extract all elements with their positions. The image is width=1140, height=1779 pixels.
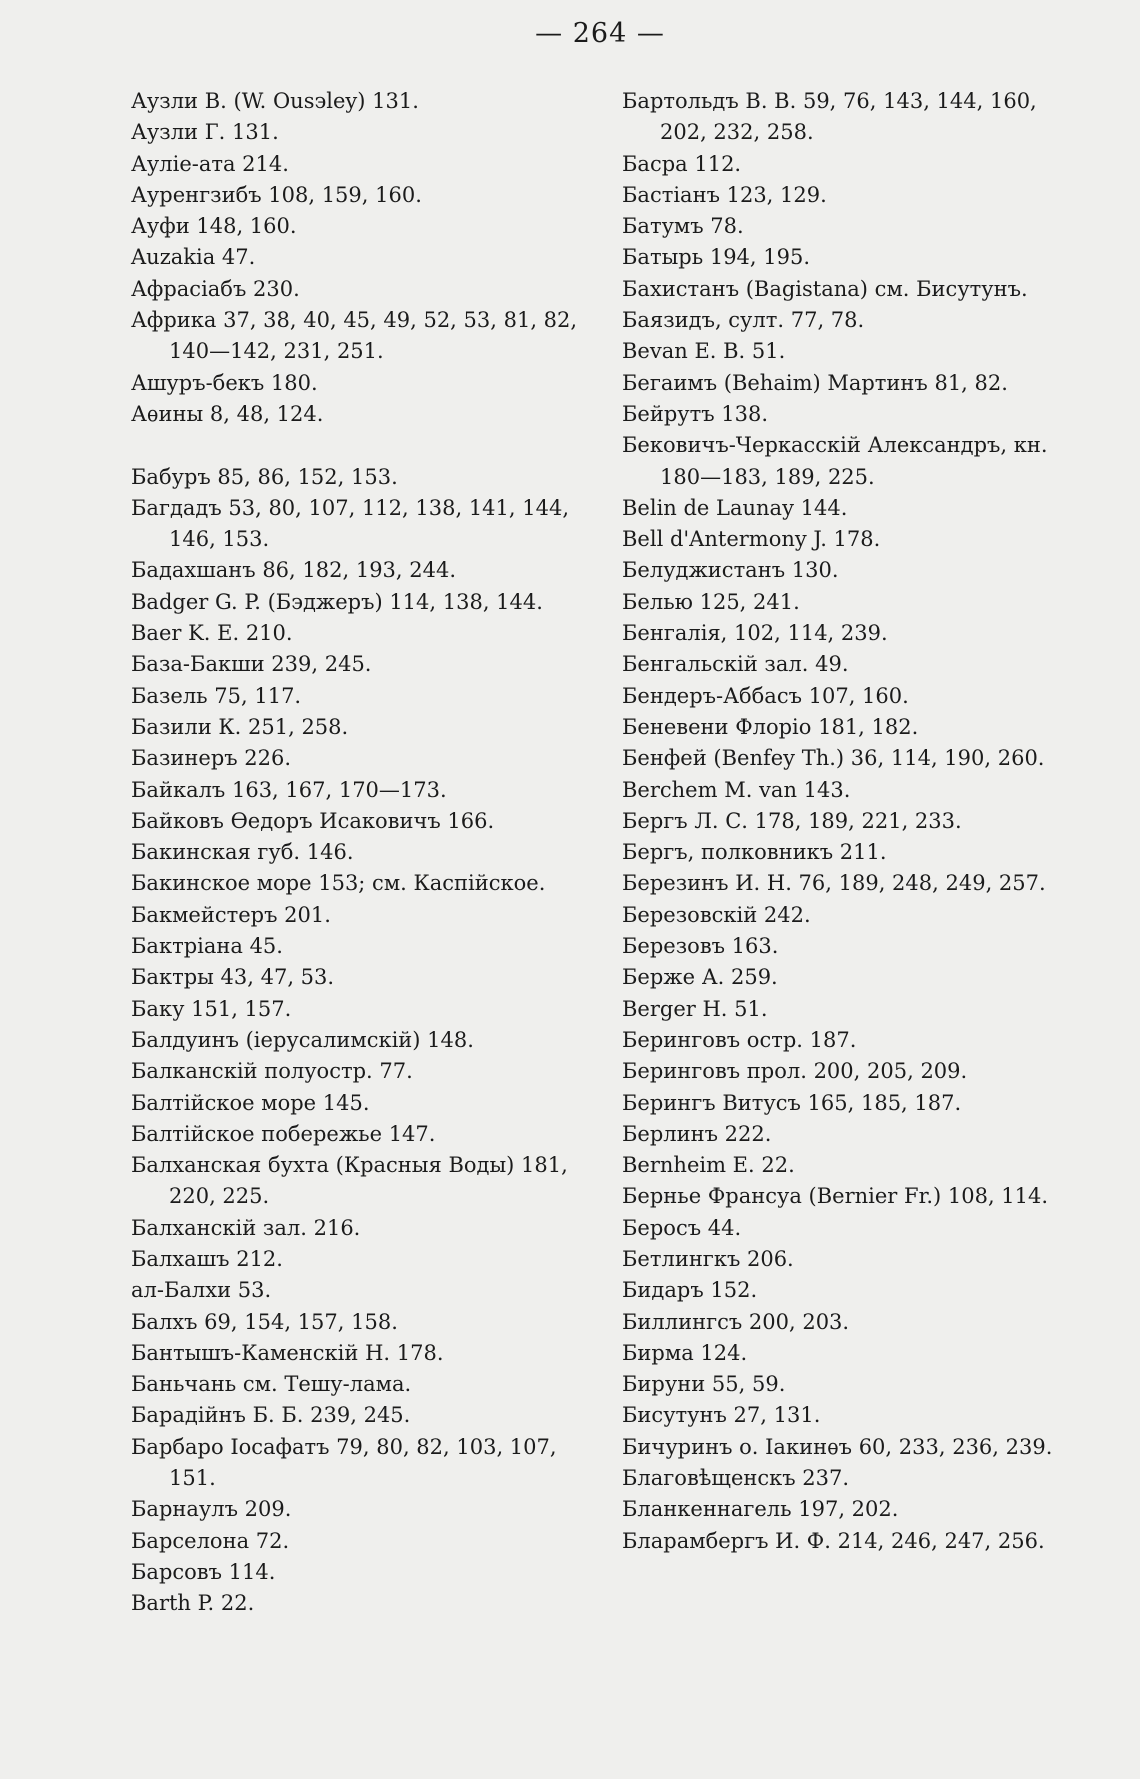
index-entry: Бергъ, полковникъ 211.: [622, 840, 887, 865]
index-entry: Ауфи 148, 160.: [131, 214, 297, 239]
index-entry: Бичуринъ о. Іакинѳъ 60, 233, 236, 239.: [622, 1434, 1053, 1459]
index-entry: Belin de Launay 144.: [622, 495, 848, 520]
index-entry: Беринговъ прол. 200, 205, 209.: [622, 1059, 968, 1084]
index-entry: ал-Балхи 53.: [131, 1278, 272, 1303]
index-entry: Бакинское море 153; см. Каспійское.: [131, 871, 546, 896]
index-entry: Балтійское море 145.: [131, 1090, 370, 1115]
index-entry: Бидаръ 152.: [622, 1278, 758, 1303]
index-entry: Бантышъ-Каменскій Н. 178.: [131, 1340, 444, 1365]
index-entry: Баязидъ, султ. 77, 78.: [622, 308, 865, 333]
index-entry: Bevan E. B. 51.: [622, 339, 786, 364]
index-entry: Бактріана 45.: [131, 934, 283, 959]
index-entry: Barth P. 22.: [131, 1591, 255, 1616]
index-entry: Белью 125, 241.: [622, 589, 800, 614]
index-entry: Бегаимъ (Behaim) Мартинъ 81, 82.: [622, 370, 1008, 395]
index-entry: Беневени Флоріо 181, 182.: [622, 714, 919, 739]
index-entry: Беринговъ остр. 187.: [622, 1027, 857, 1052]
index-entry: Бенгальскій зал. 49.: [622, 652, 849, 677]
index-entry: Байкалъ 163, 167, 170—173.: [131, 777, 447, 802]
index-entry: Берлинъ 222.: [622, 1121, 772, 1146]
index-entry: Баку 151, 157.: [131, 996, 292, 1021]
index-entry: Бахистанъ (Bagistana) см. Бисутунъ.: [622, 276, 1028, 301]
index-entry: Бадахшанъ 86, 182, 193, 244.: [131, 558, 457, 583]
index-entry: Baer K. E. 210.: [131, 621, 293, 646]
index-entry: Бларамбергъ И. Ф. 214, 246, 247, 256.: [622, 1528, 1045, 1553]
index-entry: Баньчань см. Тешу-лама.: [131, 1372, 412, 1397]
index-entry: Бартольдъ В. В. 59, 76, 143, 144, 160, 202, 232, 258.: [622, 89, 1037, 145]
index-entry: Аузли В. (W. Ousэley) 131.: [131, 89, 419, 113]
index-entry: Ауліе-ата 214.: [131, 151, 289, 176]
index-entry: Badger G. P. (Бэджеръ) 114, 138, 144.: [131, 589, 543, 614]
index-entry: Балканскій полуостр. 77.: [131, 1059, 413, 1084]
index-entry: Бактры 43, 47, 53.: [131, 965, 335, 990]
index-entry: Берингъ Витусъ 165, 185, 187.: [622, 1090, 962, 1115]
index-entry: Балханская бухта (Красныя Воды) 181, 220, 225.: [131, 1153, 568, 1209]
index-entry: Афрасіабъ 230.: [131, 276, 300, 301]
index-entry: Барнаулъ 209.: [131, 1497, 292, 1522]
page-number: — 264 —: [535, 18, 665, 49]
index-entry: Берже А. 259.: [622, 965, 778, 990]
index-entry: Базинеръ 226.: [131, 746, 292, 771]
index-entry: Батумъ 78.: [622, 214, 744, 239]
index-entry: Bernheim E. 22.: [622, 1153, 795, 1178]
index-entry: Басра 112.: [622, 151, 742, 176]
index-entry: Бакинская губ. 146.: [131, 840, 354, 865]
index-entry: Бируни 55, 59.: [622, 1372, 786, 1397]
index-entry: Байковъ Ѳедоръ Исаковичъ 166.: [131, 808, 495, 833]
index-entry: Балдуинъ (іерусалимскій) 148.: [131, 1027, 474, 1052]
index-entry: Auzakia 47.: [131, 245, 256, 270]
index-column-right: [622, 86, 1082, 1557]
index-entry: Березовъ 163.: [622, 934, 779, 959]
index-entry: Аузли Г. 131.: [131, 120, 279, 145]
index-entry: Бергъ Л. С. 178, 189, 221, 233.: [622, 808, 962, 833]
index-entry: Африка 37, 38, 40, 45, 49, 52, 53, 81, 82, 140—142, 231, 251.: [131, 308, 578, 364]
index-entry: Барсовъ 114.: [131, 1559, 276, 1584]
index-entry: Бейрутъ 138.: [622, 401, 769, 426]
index-entry: Бенгалія, 102, 114, 239.: [622, 621, 888, 646]
index-entry: Биллингсъ 200, 203.: [622, 1309, 850, 1334]
index-entry: Березинъ И. Н. 76, 189, 248, 249, 257.: [622, 871, 1046, 896]
index-entry: Бирма 124.: [622, 1340, 748, 1365]
index-entry: Бернье Франсуа (Bernier Fr.) 108, 114.: [622, 1184, 1049, 1209]
index-entry: Ашуръ-бекъ 180.: [131, 370, 318, 395]
index-entry: База-Бакши 239, 245.: [131, 652, 372, 677]
index-entry: Белуджистанъ 130.: [622, 558, 839, 583]
index-entry: Барселона 72.: [131, 1528, 290, 1553]
index-entry: Bell d'Antermony J. 178.: [622, 527, 881, 552]
index-entry: Бисутунъ 27, 131.: [622, 1403, 821, 1428]
index-entry: Базель 75, 117.: [131, 683, 302, 708]
index-entry: Бакмейстеръ 201.: [131, 902, 331, 927]
index-entry: Балхъ 69, 154, 157, 158.: [131, 1309, 398, 1334]
index-entry: Багдадъ 53, 80, 107, 112, 138, 141, 144, 146, 153.: [131, 495, 570, 552]
index-entry: Барбаро Іосафатъ 79, 80, 82, 103, 107, 151.: [131, 1434, 557, 1491]
index-entry: Бендеръ-Аббасъ 107, 160.: [622, 683, 909, 708]
index-entry: Барадійнъ Б. Б. 239, 245.: [131, 1403, 411, 1428]
index-entry: Бастіанъ 123, 129.: [622, 182, 827, 207]
index-entry: Ауренгзибъ 108, 159, 160.: [131, 182, 422, 207]
index-entry: Бенфей (Benfey Th.) 36, 114, 190, 260.: [622, 746, 1045, 771]
index-entry: Благовѣщенскъ 237.: [622, 1466, 850, 1491]
index-entry: Berchem M. van 143.: [622, 777, 851, 802]
index-entry: Аѳины 8, 48, 124.: [131, 401, 324, 426]
index-entry: Балхашъ 212.: [131, 1246, 283, 1271]
index-entry: Балтійское побережье 147.: [131, 1121, 436, 1146]
index-entry: Батырь 194, 195.: [622, 245, 811, 270]
index-entry: Бековичъ-Черкасскій Александръ, кн. 180—183, 189, 225.: [622, 433, 1048, 489]
index-entry: Бабуръ 85, 86, 152, 153.: [131, 464, 398, 489]
index-entry: Бланкеннагель 197, 202.: [622, 1497, 899, 1522]
index-entry: Беросъ 44.: [622, 1215, 742, 1240]
index-entry: Бетлингкъ 206.: [622, 1246, 794, 1271]
index-entry: Балханскій зал. 216.: [131, 1215, 361, 1240]
index-entry: Berger H. 51.: [622, 996, 768, 1021]
index-entry: Березовскій 242.: [622, 902, 811, 927]
index-column-left: [131, 86, 581, 1620]
index-entry: Базили К. 251, 258.: [131, 714, 349, 739]
